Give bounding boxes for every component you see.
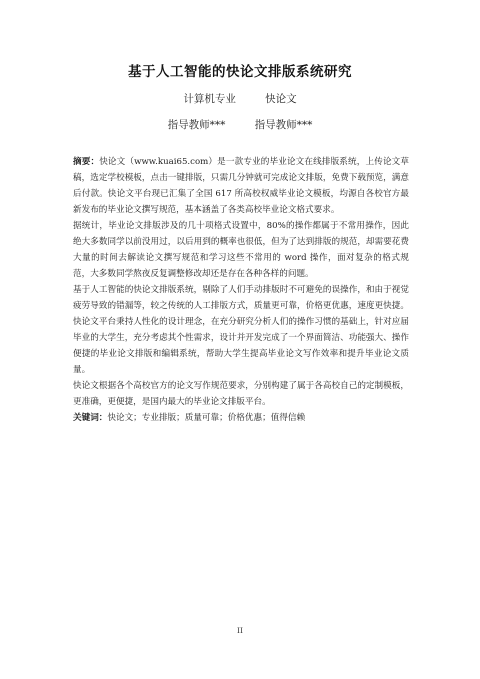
keywords-line — [73, 410, 409, 426]
major-label: 计算机专业 — [183, 93, 236, 105]
paragraph-text: 快论文（www.kuai65.com）是一款专业的毕业论文在线排版系统，上传论文草稿，选定学校模板，点击一键排版，只需几分钟就可完成论文排版，免费下载预览，满意后付款。快论文平台现已汇集了全国 617 所高校权威毕业论文模板，均源自各校官方最新发布的毕业论文撰写规范，基本涵盖了各类高校毕业论文格式要求。 — [73, 157, 409, 215]
keywords-text: 快论文；专业排版；质量可靠；价格优惠；值得信赖 — [107, 413, 306, 423]
abstract-paragraph-2: 据统计，毕业论文排版涉及的几十项格式设置中，80%的操作都属于不常用操作，因此绝大多数同学以前没用过，以后用到的概率也很低，但为了达到排版的规范，却需要花费大量的时间去解读论文撰写规范和学习这些不常用的 word 操作，面对复杂的格式规范，大多数同学熬夜反复调整修改却还是存在各种各样的问题。 — [73, 221, 409, 279]
abstract-paragraph-3: 基于人工智能的快论文排版系统，剔除了人们手动排版时不可避免的误操作，和由于视觉疲劳导致的错漏等，较之传统的人工排版方式，质量更可靠，价格更优惠，速度更快捷。快论文平台秉持人性化的设计理念，在充分研究分析人们的操作习惯的基础上，针对应届毕业的大学生，充分考虑其个性需求，设计并开发完成了一个界面简洁、功能强大、操作便捷的毕业论文排版和编辑系统，帮助大学生提高毕业论文写作效率和提升毕业论文质量。 — [73, 285, 409, 375]
page-title: 基于人工智能的快论文排版系统研究 — [128, 64, 352, 80]
author-info-line — [0, 91, 480, 106]
advisor-2: 指导教师*** — [254, 119, 313, 131]
advisor-info-line — [0, 117, 480, 132]
abstract-paragraph-4: 快论文根据各个高校官方的论文写作规范要求，分别构建了属于各高校自己的定制模板，更准确，更便捷，是国内最大的毕业论文排版平台。 — [73, 381, 409, 407]
author-name: 快论文 — [265, 93, 297, 105]
abstract-paragraph-1 — [73, 154, 409, 218]
page-number: II — [237, 626, 243, 635]
abstract-body — [73, 154, 409, 426]
advisor-1: 指导教师*** — [167, 119, 226, 131]
keywords-label: 关键词： — [73, 413, 108, 423]
abstract-label: 摘要： — [73, 157, 100, 167]
